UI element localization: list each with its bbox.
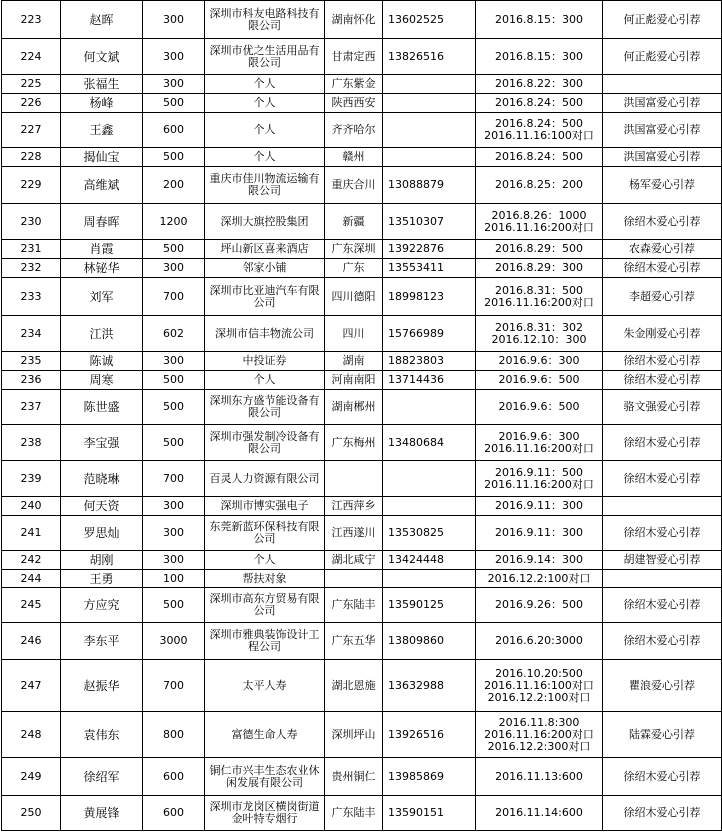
unit-cell: 重庆市佳川物流运输有限公司 <box>205 167 325 204</box>
donation-date-cell: 2016.11.13:600 <box>476 758 603 796</box>
unit-cell: 个人 <box>205 551 325 570</box>
unit-cell: 铜仁市兴丰生态农业休闲发展有限公司 <box>205 758 325 796</box>
region-cell: 江西遂川 <box>325 516 383 551</box>
donation-date-cell: 2016.11.14:600 <box>476 796 603 831</box>
amount-cell: 500 <box>143 240 205 259</box>
donation-date-cell: 2016.9.6：500 <box>476 371 603 390</box>
donation-date-cell: 2016.9.11：300 <box>476 516 603 551</box>
donation-date-cell: 2016.9.26：500 <box>476 588 603 623</box>
phone-cell <box>383 390 476 425</box>
unit-cell: 东莞新蓝环保科技有限公司 <box>205 516 325 551</box>
amount-cell: 700 <box>143 461 205 497</box>
referrer-cell: 徐绍木爱心引荐 <box>603 371 722 390</box>
phone-cell: 13632988 <box>383 660 476 712</box>
phone-cell: 13424448 <box>383 551 476 570</box>
name-cell: 刘军 <box>61 278 143 316</box>
row-number-cell: 241 <box>2 516 61 551</box>
amount-cell: 700 <box>143 278 205 316</box>
table-row <box>2 316 722 352</box>
name-cell: 范晓琳 <box>61 461 143 497</box>
row-number-cell: 250 <box>2 796 61 831</box>
unit-cell: 中投证券 <box>205 352 325 371</box>
table-row <box>2 240 722 259</box>
referrer-cell <box>603 75 722 94</box>
amount-cell: 100 <box>143 570 205 588</box>
row-number-cell: 226 <box>2 94 61 113</box>
name-cell: 王鑫 <box>61 113 143 148</box>
referrer-cell: 骆文强爱心引荐 <box>603 390 722 425</box>
row-number-cell: 245 <box>2 588 61 623</box>
amount-cell: 300 <box>143 1 205 39</box>
region-cell: 贵州铜仁 <box>325 758 383 796</box>
donation-date-cell: 2016.9.6：300 <box>476 352 603 371</box>
referrer-cell: 瞿浪爱心引荐 <box>603 660 722 712</box>
donation-date-cell: 2016.8.31：302 2016.12.10：300 <box>476 316 603 352</box>
donation-date-cell: 2016.8.22：300 <box>476 75 603 94</box>
phone-cell <box>383 75 476 94</box>
name-cell: 杨峰 <box>61 94 143 113</box>
table-row <box>2 497 722 516</box>
region-cell: 湖北恩施 <box>325 660 383 712</box>
phone-cell: 13714436 <box>383 371 476 390</box>
donation-date-cell: 2016.9.6：500 <box>476 390 603 425</box>
amount-cell: 300 <box>143 39 205 75</box>
table-row <box>2 259 722 278</box>
amount-cell: 1200 <box>143 204 205 240</box>
amount-cell: 500 <box>143 425 205 461</box>
table-row <box>2 758 722 796</box>
donation-date-cell: 2016.10.20:500 2016.11.16:100对口 2016.12.2:100对口 <box>476 660 603 712</box>
table-row <box>2 167 722 204</box>
referrer-cell: 徐绍木爱心引荐 <box>603 758 722 796</box>
row-number-cell: 236 <box>2 371 61 390</box>
amount-cell: 300 <box>143 516 205 551</box>
referrer-cell: 洪国富爱心引荐 <box>603 148 722 167</box>
donation-date-cell: 2016.8.15：300 <box>476 39 603 75</box>
region-cell: 湖南怀化 <box>325 1 383 39</box>
referrer-cell: 洪国富爱心引荐 <box>603 94 722 113</box>
region-cell: 广东紫金 <box>325 75 383 94</box>
donation-date-cell: 2016.9.6：300 2016.11.16:200对口 <box>476 425 603 461</box>
referrer-cell <box>603 497 722 516</box>
row-number-cell: 244 <box>2 570 61 588</box>
donation-date-cell: 2016.9.11：500 2016.11.16:200对口 <box>476 461 603 497</box>
phone-cell: 13553411 <box>383 259 476 278</box>
unit-cell: 深圳市科友电路科技有限公司 <box>205 1 325 39</box>
referrer-cell: 徐绍木爱心引荐 <box>603 623 722 660</box>
name-cell: 赵晖 <box>61 1 143 39</box>
name-cell: 胡刚 <box>61 551 143 570</box>
amount-cell: 500 <box>143 94 205 113</box>
name-cell: 林铋华 <box>61 259 143 278</box>
phone-cell: 13530825 <box>383 516 476 551</box>
row-number-cell: 249 <box>2 758 61 796</box>
phone-cell: 18998123 <box>383 278 476 316</box>
name-cell: 方应究 <box>61 588 143 623</box>
phone-cell: 18823803 <box>383 352 476 371</box>
name-cell: 罗思灿 <box>61 516 143 551</box>
referrer-cell: 徐绍木爱心引荐 <box>603 352 722 371</box>
amount-cell: 300 <box>143 352 205 371</box>
name-cell: 张福生 <box>61 75 143 94</box>
unit-cell: 深圳市信丰物流公司 <box>205 316 325 352</box>
row-number-cell: 231 <box>2 240 61 259</box>
table-row <box>2 796 722 831</box>
amount-cell: 200 <box>143 167 205 204</box>
region-cell: 四川德阳 <box>325 278 383 316</box>
unit-cell: 深圳市优之生活用品有限公司 <box>205 39 325 75</box>
region-cell: 广东深圳 <box>325 240 383 259</box>
row-number-cell: 230 <box>2 204 61 240</box>
region-cell: 广东梅州 <box>325 425 383 461</box>
unit-cell: 邻家小铺 <box>205 259 325 278</box>
amount-cell: 300 <box>143 497 205 516</box>
region-cell: 广东陆丰 <box>325 796 383 831</box>
amount-cell: 500 <box>143 371 205 390</box>
name-cell: 何天资 <box>61 497 143 516</box>
table-row <box>2 204 722 240</box>
referrer-cell: 农森爱心引荐 <box>603 240 722 259</box>
amount-cell: 3000 <box>143 623 205 660</box>
donation-date-cell: 2016.8.24：500 <box>476 148 603 167</box>
table-row <box>2 551 722 570</box>
region-cell: 湖北咸宁 <box>325 551 383 570</box>
region-cell: 甘肃定西 <box>325 39 383 75</box>
referrer-cell: 胡建智爱心引荐 <box>603 551 722 570</box>
unit-cell: 个人 <box>205 75 325 94</box>
region-cell: 重庆合川 <box>325 167 383 204</box>
referrer-cell: 徐绍木爱心引荐 <box>603 204 722 240</box>
phone-cell: 13985869 <box>383 758 476 796</box>
row-number-cell: 242 <box>2 551 61 570</box>
amount-cell: 600 <box>143 796 205 831</box>
referrer-cell: 徐绍木爱心引荐 <box>603 796 722 831</box>
region-cell: 赣州 <box>325 148 383 167</box>
table-row <box>2 148 722 167</box>
table-row <box>2 75 722 94</box>
donation-date-cell: 2016.8.26：1000 2016.11.16:200对口 <box>476 204 603 240</box>
row-number-cell: 238 <box>2 425 61 461</box>
phone-cell <box>383 570 476 588</box>
phone-cell: 13826516 <box>383 39 476 75</box>
amount-cell: 602 <box>143 316 205 352</box>
referrer-cell: 陆霖爱心引荐 <box>603 712 722 758</box>
table-row <box>2 352 722 371</box>
unit-cell: 坪山新区喜来酒店 <box>205 240 325 259</box>
name-cell: 袁伟东 <box>61 712 143 758</box>
row-number-cell: 240 <box>2 497 61 516</box>
name-cell: 周寒 <box>61 371 143 390</box>
table-body <box>2 1 722 831</box>
phone-cell: 13926516 <box>383 712 476 758</box>
row-number-cell: 235 <box>2 352 61 371</box>
phone-cell <box>383 148 476 167</box>
name-cell: 周春晖 <box>61 204 143 240</box>
name-cell: 何文斌 <box>61 39 143 75</box>
name-cell: 徐绍军 <box>61 758 143 796</box>
amount-cell: 800 <box>143 712 205 758</box>
name-cell: 江洪 <box>61 316 143 352</box>
row-number-cell: 224 <box>2 39 61 75</box>
row-number-cell: 225 <box>2 75 61 94</box>
referrer-cell <box>603 570 722 588</box>
donation-date-cell: 2016.8.31：500 2016.11.16:200对口 <box>476 278 603 316</box>
table-row <box>2 461 722 497</box>
referrer-cell: 徐绍木爱心引荐 <box>603 461 722 497</box>
unit-cell: 富德生命人寿 <box>205 712 325 758</box>
unit-cell: 深圳市雅典装饰设计工程公司 <box>205 623 325 660</box>
referrer-cell: 何正彪爱心引荐 <box>603 39 722 75</box>
region-cell: 深圳坪山 <box>325 712 383 758</box>
name-cell: 王勇 <box>61 570 143 588</box>
table-row <box>2 623 722 660</box>
referrer-cell: 徐绍木爱心引荐 <box>603 516 722 551</box>
unit-cell: 百灵人力资源有限公司 <box>205 461 325 497</box>
donation-date-cell: 2016.8.24：500 <box>476 94 603 113</box>
referrer-cell: 杨军爱心引荐 <box>603 167 722 204</box>
phone-cell: 13590151 <box>383 796 476 831</box>
donation-date-cell: 2016.6.20:3000 <box>476 623 603 660</box>
table-row <box>2 94 722 113</box>
table-row <box>2 39 722 75</box>
donation-date-cell: 2016.8.15：300 <box>476 1 603 39</box>
donation-date-cell: 2016.11.8:300 2016.11.16:200对口 2016.12.2:300对口 <box>476 712 603 758</box>
amount-cell: 500 <box>143 148 205 167</box>
unit-cell: 个人 <box>205 113 325 148</box>
table-row <box>2 278 722 316</box>
referrer-cell: 洪国富爱心引荐 <box>603 113 722 148</box>
unit-cell: 个人 <box>205 94 325 113</box>
donation-date-cell: 2016.9.14：300 <box>476 551 603 570</box>
region-cell <box>325 570 383 588</box>
name-cell: 李东平 <box>61 623 143 660</box>
name-cell: 肖霞 <box>61 240 143 259</box>
region-cell: 陕西西安 <box>325 94 383 113</box>
donation-date-cell: 2016.12.2:100对口 <box>476 570 603 588</box>
region-cell: 新疆 <box>325 204 383 240</box>
phone-cell: 13088879 <box>383 167 476 204</box>
phone-cell: 13590125 <box>383 588 476 623</box>
row-number-cell: 237 <box>2 390 61 425</box>
table-row <box>2 660 722 712</box>
region-cell: 湖南 <box>325 352 383 371</box>
donation-date-cell: 2016.9.11：300 <box>476 497 603 516</box>
amount-cell: 600 <box>143 113 205 148</box>
amount-cell: 500 <box>143 390 205 425</box>
unit-cell: 深圳大旗控股集团 <box>205 204 325 240</box>
region-cell: 江西萍乡 <box>325 497 383 516</box>
donation-date-cell: 2016.8.29：300 <box>476 259 603 278</box>
name-cell: 高维斌 <box>61 167 143 204</box>
table-row <box>2 390 722 425</box>
table-row <box>2 371 722 390</box>
region-cell: 广东陆丰 <box>325 588 383 623</box>
region-cell: 河南南阳 <box>325 371 383 390</box>
table-row <box>2 113 722 148</box>
referrer-cell: 徐绍木爱心引荐 <box>603 425 722 461</box>
table-row <box>2 712 722 758</box>
region-cell <box>325 461 383 497</box>
row-number-cell: 247 <box>2 660 61 712</box>
referrer-cell: 李超爱心引荐 <box>603 278 722 316</box>
amount-cell: 700 <box>143 660 205 712</box>
amount-cell: 300 <box>143 259 205 278</box>
unit-cell: 深圳市博实强电子 <box>205 497 325 516</box>
unit-cell: 帮扶对象 <box>205 570 325 588</box>
referrer-cell: 徐绍木爱心引荐 <box>603 588 722 623</box>
row-number-cell: 233 <box>2 278 61 316</box>
row-number-cell: 239 <box>2 461 61 497</box>
region-cell: 湖南郴州 <box>325 390 383 425</box>
unit-cell: 深圳市比亚迪汽车有限公司 <box>205 278 325 316</box>
donation-date-cell: 2016.8.24：500 2016.11.16:100对口 <box>476 113 603 148</box>
phone-cell <box>383 497 476 516</box>
phone-cell: 13510307 <box>383 204 476 240</box>
phone-cell: 13809860 <box>383 623 476 660</box>
amount-cell: 600 <box>143 758 205 796</box>
donation-date-cell: 2016.8.25：200 <box>476 167 603 204</box>
amount-cell: 300 <box>143 75 205 94</box>
row-number-cell: 227 <box>2 113 61 148</box>
table-row <box>2 516 722 551</box>
name-cell: 李宝强 <box>61 425 143 461</box>
table-row <box>2 570 722 588</box>
row-number-cell: 248 <box>2 712 61 758</box>
name-cell: 揭仙宝 <box>61 148 143 167</box>
row-number-cell: 234 <box>2 316 61 352</box>
row-number-cell: 229 <box>2 167 61 204</box>
region-cell: 齐齐哈尔 <box>325 113 383 148</box>
amount-cell: 300 <box>143 551 205 570</box>
unit-cell: 深圳东方盛节能设备有限公司 <box>205 390 325 425</box>
unit-cell: 深圳市高东方贸易有限公司 <box>205 588 325 623</box>
name-cell: 陈世盛 <box>61 390 143 425</box>
table-row <box>2 588 722 623</box>
row-number-cell: 228 <box>2 148 61 167</box>
unit-cell: 个人 <box>205 148 325 167</box>
name-cell: 陈诚 <box>61 352 143 371</box>
unit-cell: 深圳市强发制冷设备有限公司 <box>205 425 325 461</box>
phone-cell: 13922876 <box>383 240 476 259</box>
phone-cell <box>383 461 476 497</box>
row-number-cell: 223 <box>2 1 61 39</box>
region-cell: 四川 <box>325 316 383 352</box>
referrer-cell: 何正彪爱心引荐 <box>603 1 722 39</box>
table-row <box>2 425 722 461</box>
phone-cell: 13602525 <box>383 1 476 39</box>
region-cell: 广东 <box>325 259 383 278</box>
donor-table <box>1 0 722 831</box>
region-cell: 广东五华 <box>325 623 383 660</box>
phone-cell: 13480684 <box>383 425 476 461</box>
name-cell: 黄展锋 <box>61 796 143 831</box>
phone-cell <box>383 113 476 148</box>
table-row <box>2 1 722 39</box>
phone-cell <box>383 94 476 113</box>
row-number-cell: 232 <box>2 259 61 278</box>
referrer-cell: 朱金刚爱心引荐 <box>603 316 722 352</box>
unit-cell: 深圳市龙岗区横岗街道金叶特专烟行 <box>205 796 325 831</box>
phone-cell: 15766989 <box>383 316 476 352</box>
donation-date-cell: 2016.8.29：500 <box>476 240 603 259</box>
unit-cell: 太平人寿 <box>205 660 325 712</box>
amount-cell: 500 <box>143 588 205 623</box>
referrer-cell: 徐绍木爱心引荐 <box>603 259 722 278</box>
unit-cell: 个人 <box>205 371 325 390</box>
name-cell: 赵振华 <box>61 660 143 712</box>
row-number-cell: 246 <box>2 623 61 660</box>
